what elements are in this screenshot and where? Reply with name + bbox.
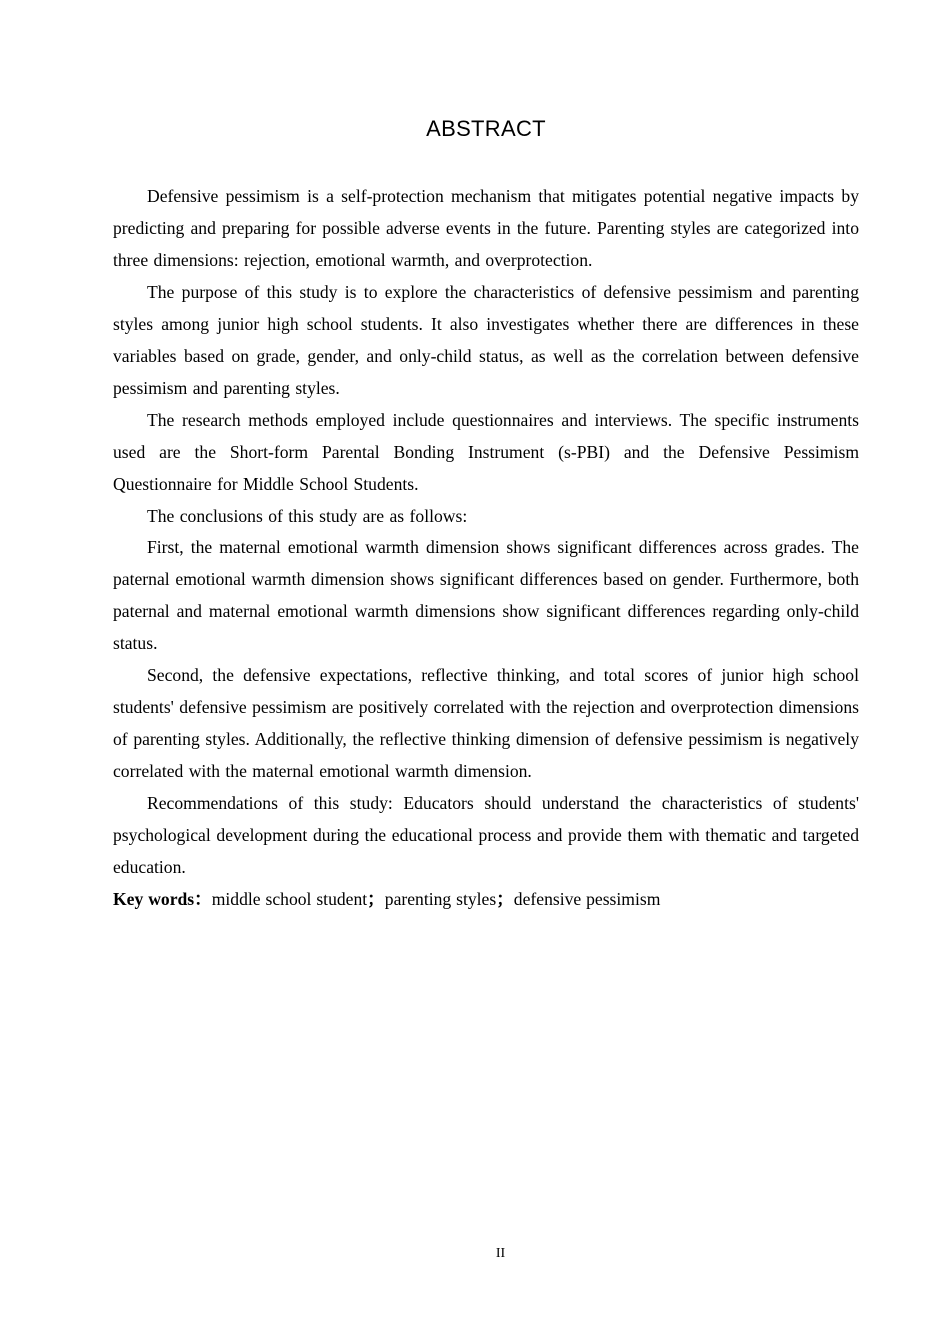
abstract-paragraph: Second, the defensive expectations, reflective thinking, and total scores of junior high school students' defensive pessimism are positively correlated with the rejection and overprotection dimensions of parenting styles. Additionally, the reflective thinking dimension of defensive pessimism is negatively correlated with the maternal emotional warmth dimension. [113,665,859,782]
keyword-separator: ； [496,888,514,909]
abstract-paragraph: The purpose of this study is to explore the characteristics of defensive pessimism and parenting styles among junior high school students. It also investigates whether there are differences in these variables based on grade, gender, and only-child status, as well as the correlation between defensive pessimism and parenting styles. [113,281,859,398]
keywords-line [113,884,859,916]
abstract-paragraph: Recommendations of this study: Educators should understand the characteristics of students' psychological development during the educational process and provide them with thematic and targeted education. [113,793,859,878]
abstract-paragraph: First, the maternal emotional warmth dimension shows significant differences across grades. The paternal emotional warmth dimension shows significant differences based on gender. Furthermore, both paternal and maternal emotional warmth dimensions show significant differences regarding only-child status. [113,537,859,654]
abstract-paragraph: The research methods employed include questionnaires and interviews. The specific instruments used are the Short-form Parental Bonding Instrument (s-PBI) and the Defensive Pessimism Questionnaire for Middle School Students. [113,409,859,494]
keyword-separator: ； [367,888,385,909]
abstract-title: ABSTRACT [426,116,546,141]
abstract-body [113,181,859,916]
keywords-label: Key words： [113,888,212,909]
keyword-item: defensive pessimism [513,888,661,909]
keyword-item: parenting styles [384,888,497,909]
keyword-item: middle school student [211,888,368,909]
abstract-paragraph: Defensive pessimism is a self-protection mechanism that mitigates potential negative impacts by predicting and preparing for possible adverse events in the future. Parenting styles are categorized into three dimensions: rejection, emotional warmth, and overprotection. [113,186,859,270]
abstract-paragraph: The conclusions of this study are as follows: [147,505,468,526]
page-number: II [495,1246,506,1261]
